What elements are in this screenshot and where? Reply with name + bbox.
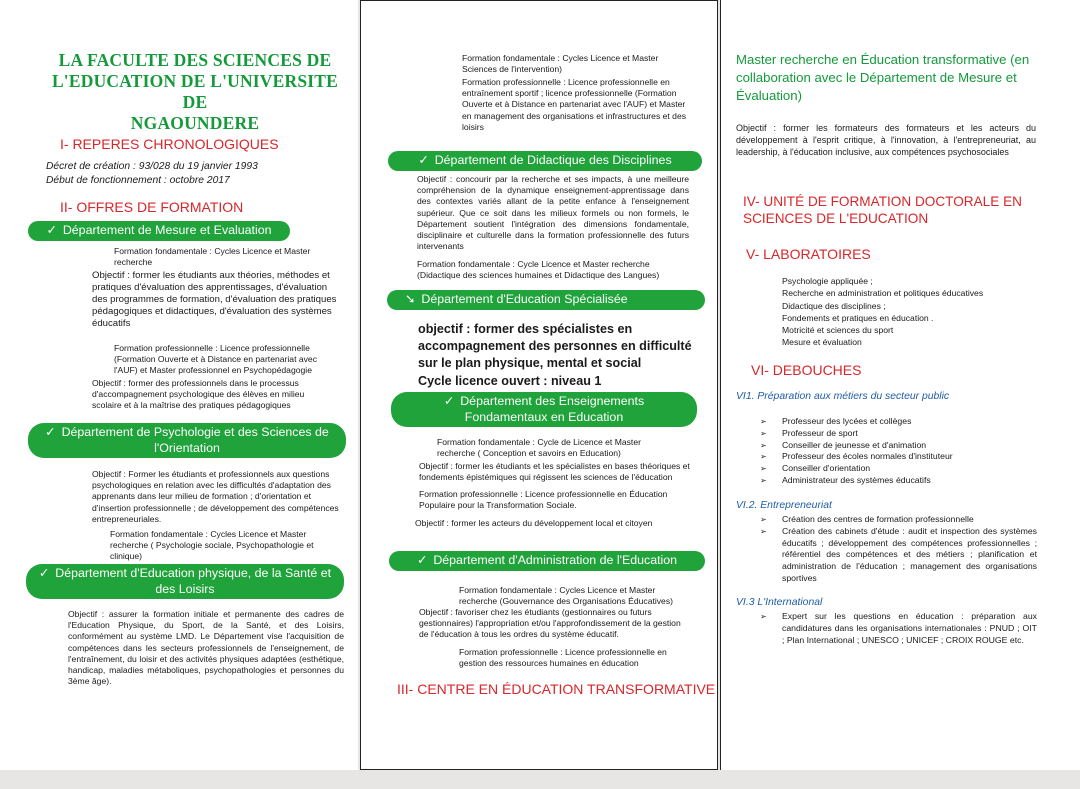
eps-formation-pro: Formation professionnelle : Licence professionnelle en entraînement sportif ; licence professionnelle (Formation Ouverte et à Distance en partenariat avec l'AUF) et Master en management des organisations et infrastructures et des loisirs <box>462 77 687 132</box>
eps-objectif: Objectif : assurer la formation initiale et permanente des cadres de l'Education Physique, du Sport, de la Santé, et des Loisirs, conformément au système LMD. Le Département vise l'acquisition de compétences dans les secteurs professionnels de l'enseignement, de l'entraînement, du loisir et des activités physiques adaptées (esthétique, handicap, maladies métaboliques, psychopathologies et personnes du 3ème âge). <box>68 609 344 687</box>
check-icon: ✓ <box>418 153 429 167</box>
list-item: Didactique des disciplines ; <box>782 300 886 311</box>
brochure-panel-2 <box>360 0 718 770</box>
list-item: ➢ Expert sur les questions en éducation : préparation aux candidatures dans les organisations internationales : PNUD ; OIT ; Plan International ; UNESCO ; UNICEF ; CROIX ROUGE etc. <box>760 611 1037 645</box>
section-heading-offres: II- OFFRES DE FORMATION <box>60 199 244 215</box>
vi2-heading: VI.2. Entrepreneuriat <box>736 500 832 511</box>
dept-pill-didactique: ✓ Département de Didactique des Disciplines <box>388 151 702 171</box>
list-item: ➢ Création des centres de formation professionnelle <box>760 514 974 524</box>
bullet-arrow-icon: ➢ <box>760 612 767 621</box>
admin-objectif: Objectif : favoriser chez les étudiants (gestionnaires ou futurs gestionnaires) l'appropriation et/ou l'approfondissement de la gestion de l'éducation à tous les ordres du système éducatif. <box>419 607 681 640</box>
vi3-list <box>756 611 1037 646</box>
check-icon: ✓ <box>45 425 56 439</box>
bullet-arrow-icon: ➢ <box>760 428 767 438</box>
section-heading-doctorale: IV- UNITÉ DE FORMATION DOCTORALE EN SCIENCES DE L'EDUCATION <box>743 194 1022 226</box>
list-item: Psychologie appliquée ; <box>782 276 873 286</box>
list-item: ➢ Professeur des lycées et collèges <box>760 416 912 426</box>
list-item: Recherche en administration et politiques éducatives <box>782 288 984 299</box>
dept-pill-education-specialisee: ➘ Département d'Education Spécialisée <box>387 290 705 310</box>
vi1-heading: VI1. Préparation aux métiers du secteur public <box>736 391 950 402</box>
admin-formation-pro: Formation professionnelle : Licence professionnelle en gestion des ressources humaines en éducation <box>459 647 667 669</box>
mesure-formation-pro: Formation professionnelle : Licence professionnelle (Formation Ouverte et à Distance en partenariat avec l'AUF) et Master professionnel en Psychopédagogie <box>114 343 318 376</box>
list-item: ➢ Création des cabinets d'étude : audit et inspection des systèmes éducatifs ; développement des compétences professionnelles ; référentiel des compétences et des métiers ; planification et administration de l'éducation ; management des organisations sportives <box>760 525 1037 583</box>
mesure-formation-fondamentale: Formation fondamentale : Cycles Licence et Master recherche <box>114 246 311 268</box>
list-item: ➢ Professeur de sport <box>760 427 858 438</box>
list-item: ➢ Administrateur des systèmes éducatifs <box>760 474 931 485</box>
mesure-objectif-pro: Objectif : former des professionnels dans le processus d'accompagnement psychologique des élèves en milieu scolaire et à la maîtrise des pratiques pédagogiques <box>92 378 305 411</box>
list-item: ➢ Professeur des écoles normales d'instituteur <box>760 451 953 462</box>
ens-formation-fondamentale: Formation fondamentale : Cycle de Licence et Master recherche ( Conception et savoirs en Education) <box>437 437 641 459</box>
list-item: Mesure et évaluation <box>782 337 862 348</box>
check-icon: ✓ <box>443 394 455 408</box>
list-item: Fondements et pratiques en éducation . <box>782 312 934 323</box>
faculty-title: LA FACULTE DES SCIENCES DE L'EDUCATION DE L'UNIVERSITE DE NGAOUNDERE <box>51 50 339 133</box>
bullet-arrow-icon: ➢ <box>760 417 767 426</box>
dept-pill-administration: ✓ Département d'Administration de l'Education <box>389 551 705 571</box>
dept-pill-mesure: ✓ Département de Mesure et Evaluation <box>28 221 290 241</box>
section-heading-laboratoires: V- LABORATOIRES <box>746 246 871 262</box>
check-icon: ✓ <box>38 566 50 580</box>
ens-objectif: Objectif : former les étudiants et les spécialistes en bases théoriques et fondements épistémiques qui régissent les sciences de l'éducation <box>419 461 690 483</box>
list-item: ➢ Conseiller d'orientation <box>760 463 871 474</box>
list-item: ➢ Conseiller de jeunesse et d'animation <box>760 439 927 450</box>
master-objectif: Objectif : former les formateurs des formateurs et les acteurs du développement à l'esprit critique, à l'innovation, à l'entrepreneuriat, au leadership, à l'éducation inclusive, aux compétences psychosociales <box>736 123 1036 157</box>
admin-formation-fondamentale: Formation fondamentale : Cycles Licence et Master recherche (Gouvernance des Organisations Éducatives) <box>459 585 674 607</box>
bullet-arrow-icon: ➢ <box>760 440 767 450</box>
start-date: Début de fonctionnement : octobre 2017 <box>46 175 230 186</box>
didactique-formation-fondamentale: Formation fondamentale : Cycle Licence et Master recherche (Didactique des sciences humaines et Didactique des Langues) <box>417 259 660 281</box>
bullet-arrow-icon: ➢ <box>760 452 767 462</box>
check-icon: ✓ <box>416 553 428 567</box>
brochure-panel-1 <box>0 0 358 770</box>
vi3-heading: VI.3 L'International <box>736 597 823 608</box>
vi2-list <box>756 514 1037 585</box>
dept-pill-enseignements-fondamentaux: ✓ Département des Enseignements Fondamentaux en Education <box>391 392 697 427</box>
dept-pill-psychologie: ✓ Département de Psychologie et des Sciences de l'Orientation <box>28 423 346 458</box>
ens-formation-pro: Formation professionnelle : Licence professionnelle en Éducation Populaire pour la Transformation Sociale. <box>419 489 668 511</box>
arrow-icon: ➘ <box>405 292 416 306</box>
section-heading-reperes: I- REPERES CHRONOLOGIQUES <box>60 136 279 152</box>
ens-objectif-pro: Objectif : former les acteurs du développement local et citoyen <box>415 518 653 528</box>
specialisee-objectif: objectif : former des spécialistes en accompagnement des personnes en difficulté sur le plan physique, mental et social <box>418 322 692 370</box>
section-heading-centre: III- CENTRE EN ÉDUCATION TRANSFORMATIVE <box>397 681 716 697</box>
master-transformative-heading: Master recherche en Éducation transformative (en collaboration avec le Département de Mesure et Évaluation) <box>736 52 1030 103</box>
laboratories-list <box>782 275 1032 349</box>
brochure-panel-3 <box>720 0 1080 770</box>
list-item: Motricité et sciences du sport <box>782 325 894 336</box>
didactique-objectif: Objectif : concourir par la recherche et ses impacts, à une meilleure compréhension de la dynamique enseignement-apprentissage dans des contextes variés allant de la petite enfance à l'enseignement supérieur. Que ce soit dans les milieux formels ou non formels, le Département soutient l'intégration des dimensions fondamentale, disciplinaire et culturelle dans la formation professionnelle des futurs intervenants <box>417 174 689 252</box>
creation-decree: Décret de création : 93/028 du 19 janvier 1993 <box>46 161 258 172</box>
bullet-arrow-icon: ➢ <box>760 464 767 474</box>
bullet-arrow-icon: ➢ <box>760 526 767 536</box>
dept-pill-eps: ✓ Département d'Education physique, de la Santé et des Loisirs <box>26 564 344 599</box>
mesure-objectif: Objectif : former les étudiants aux théories, méthodes et pratiques d'évaluation des apprentissages, d'évaluation des programmes de formation, d'évaluation des pratiques pédagogiques et didactiques, d'évaluation des systèmes éducatifs <box>92 270 337 329</box>
eps-formation-fondamentale: Formation fondamentale : Cycles Licence et Master Sciences de l'intervention) <box>462 53 659 75</box>
check-icon: ✓ <box>46 223 57 237</box>
specialisee-cycle: Cycle licence ouvert : niveau 1 <box>418 374 602 388</box>
bullet-arrow-icon: ➢ <box>760 475 767 485</box>
psy-formation-fondamentale: Formation fondamentale : Cycles Licence et Master recherche ( Psychologie sociale, Psychopathologie et clinique) <box>110 529 314 562</box>
psy-objectif: Objectif : Former les étudiants et professionnels aux questions psychologiques en relation avec les difficultés d'adaptation des apprenants dans leur milieu de formation ; d'orientation et d'insertion professionnelle ; de développement des compétences entrepreneuriales. <box>92 469 339 524</box>
bullet-arrow-icon: ➢ <box>760 515 767 524</box>
vi1-list <box>756 416 1026 487</box>
section-heading-debouches: VI- DEBOUCHES <box>751 362 862 378</box>
